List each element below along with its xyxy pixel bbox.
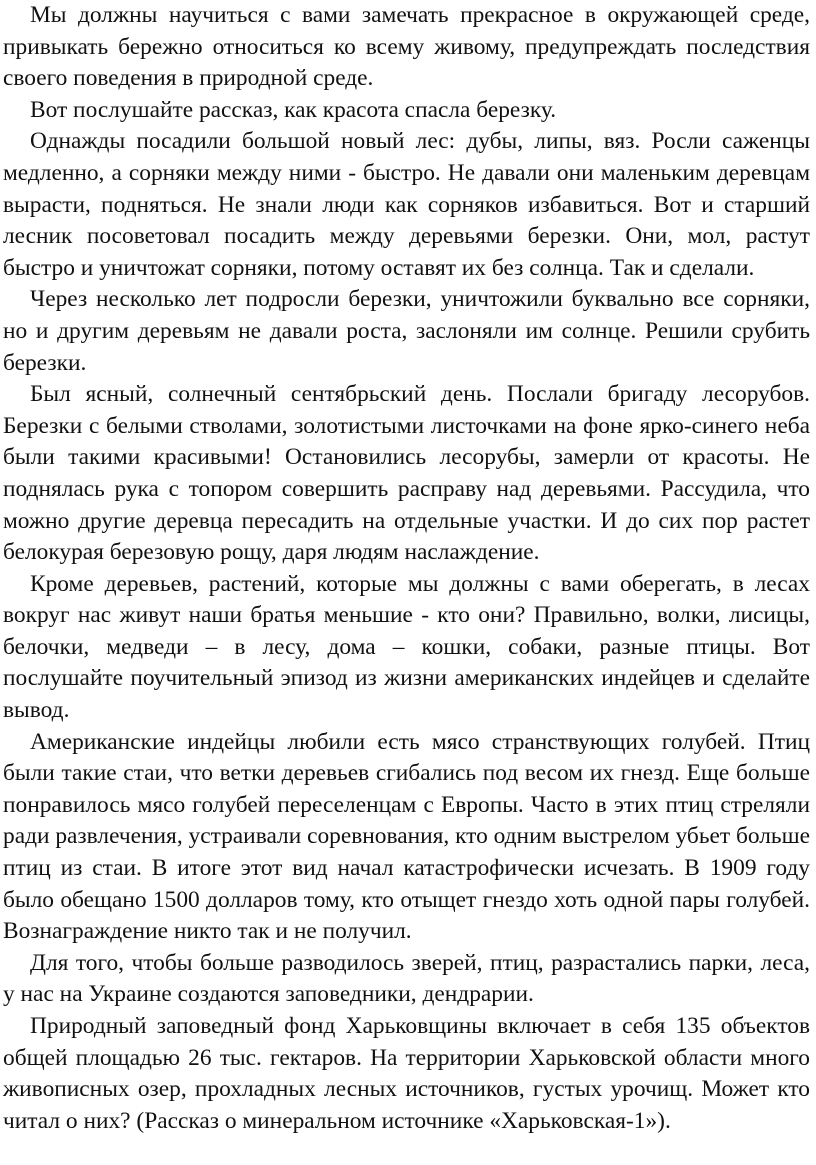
paragraph-listen-story: Вот послушайте рассказ, как красота спасла березку. xyxy=(30,96,557,123)
paragraph-learn-to-notice: Мы должны научиться с вами замечать прекрасное в окружающей среде, привыкать бережно относиться ко всему живому, предупреждать последствия своего поведения в природной среде. xyxy=(3,2,810,92)
paragraph-reserves: Для того, чтобы больше разводилось зверей, птиц, разрастались парки, леса, у нас на Украине создаются заповедники, дендрарии. xyxy=(3,949,810,1008)
paragraph-kharkiv-fund: Природный заповедный фонд Харьковщины включает в себя 135 объектов общей площадью 26 тыс. гектаров. На территории Харьковской области много живописных озер, прохладных лесных источников, густых урочищ. Может кто читал о них? (Рассказ о минеральном источнике «Харьковская-1»). xyxy=(3,1013,810,1134)
paragraph-new-forest: Однажды посадили большой новый лес: дубы, липы, вяз. Росли саженцы медленно, а сорняки между ними - быстро. Не давали они маленьким деревцам вырасти, подняться. Не знали люди как сорняков избавиться. Вот и старший лесник посоветовал посадить между деревьями березки. Они, мол, растут быстро и уничтожат сорняки, потому оставят их без солнца. Так и сделали. xyxy=(3,128,810,281)
paragraph-passenger-pigeons: Американские индейцы любили есть мясо странствующих голубей. Птиц были такие стаи, что ветки деревьев сгибались под весом их гнезд. Еще больше понравилось мясо голубей переселенцам с Европы. Часто в этих птиц стреляли ради развлечения, устраивали соревнования, кто одним выстрелом убьет больше птиц из стаи. В итоге этот вид начал катастрофически исчезать. В 1909 году было обещано 1500 долларов тому, кто отыщет гнездо хоть одной пары голубей. Вознаграждение никто так и не получил. xyxy=(3,728,810,945)
paragraph-birches-grew: Через несколько лет подросли березки, уничтожили буквально все сорняки, но и другим деревьям не давали роста, заслоняли им солнце. Решили срубить березки. xyxy=(3,286,810,376)
paragraph-animals: Кроме деревьев, растений, которые мы должны с вами оберегать, в лесах вокруг нас живут наши братья меньшие - кто они? Правильно, волки, лисицы, белочки, медведи – в лесу, дома – кошки, собаки, разные птицы. Вот послушайте поучительный эпизод из жизни американских индейцев и сделайте вывод. xyxy=(3,570,810,724)
paragraph-september-day: Был ясный, солнечный сентябрьский день. Послали бригаду лесорубов. Березки с белыми стволами, золотистыми листочками на фоне ярко-синего неба были такими красивыми! Остановились лесорубы, замерли от красоты. Не поднялась рука с топором совершить расправу над деревьями. Рассудила, что можно другие деревца пересадить на отдельные участки. И до сих пор растет белокурая березовую рощу, даря людям наслаждение. xyxy=(3,381,810,566)
